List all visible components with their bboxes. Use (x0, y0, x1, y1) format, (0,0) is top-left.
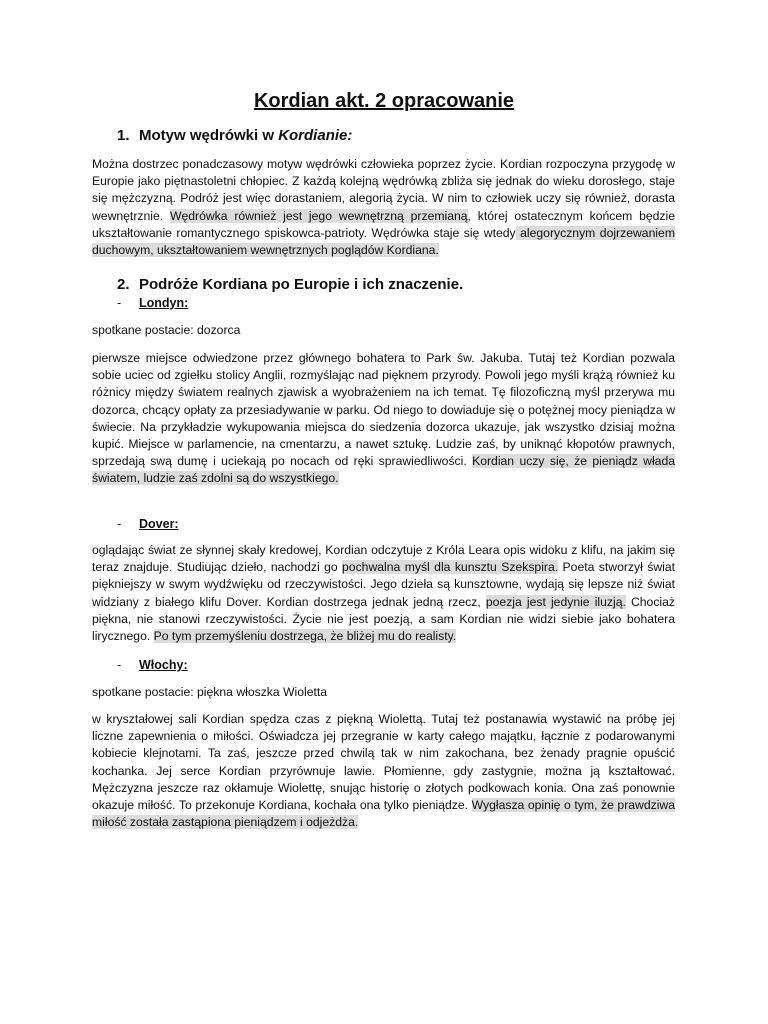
highlighted-text: alegorycznym dojrzewaniem duchowym, ukształtowaniem wewnętrznych poglądów Kordiana. (92, 225, 675, 258)
highlighted-text: poezja jest jedynie iluzją. (485, 594, 626, 609)
subsection-dover-heading (117, 517, 179, 531)
italy-characters: spotkane postacie: piękna włoszka Wioletta (92, 685, 328, 699)
highlighted-text: pochwalna myśl dla kunsztu Szekspira. (342, 560, 559, 575)
subsection-italy-heading (117, 658, 188, 672)
text-run: Chociaż piękna, nie stanowi rzeczywistości. Życie nie jest poezją, a sam Kordian nie widzi siebie jako bohatera lirycznego. (92, 594, 675, 644)
text-run: Poeta stworzył świat piękniejszy w swym wydźwięku od rzeczywistości. Jego dzieła są kunsztowne, wydają się lepsze niż świat widziany z białego klifu Dover. Kordian dostrzega jednak jedną rzecz, (92, 560, 675, 609)
list-dash: - (117, 517, 122, 531)
section-2-heading-text: Podróże Kordiana po Europie i ich znaczenie. (139, 276, 464, 293)
subsection-dover-label: Dover: (139, 517, 179, 531)
dover-paragraph (92, 542, 675, 645)
section-1-heading-text: Motyw wędrówki w (139, 127, 279, 144)
subsection-london-label: Londyn: (139, 296, 189, 310)
london-paragraph (92, 350, 675, 488)
section-1-paragraph (92, 156, 675, 259)
italy-paragraph (92, 711, 675, 831)
section-1-number: 1. (117, 127, 130, 144)
text-run: pierwsze miejsce odwiedzone przez głównego bohatera to Park św. Jakuba. Tutaj też Kordian pozwala sobie uciec od zgiełku stolicy Anglii, rozmyślając nad pięknem przyrody. Powoli jego myśli krążą również ku różnicy między światem realnych zjawisk a wyobrażeniem na ich temat. Tę filozoficzną myśl przerywa mu dozorca, chcący opłaty za przesiadywanie w parku. Od niego to dowiaduje się o potężnej mocy pieniądza w świecie. Na przykładzie wykupowania miejsca do siedzenia dozorca ukazuje, jak wszystko dzisiaj można kupić. Miejsce w parlamencie, na cmentarzu, a nawet sztukę. Ludzie zaś, by uniknąć kłopotów prawnych, sprzedają swą dumę i uciekają po nocach od ręki sprawiedliwości. (92, 351, 675, 469)
highlighted-text: Wędrówka również jest jego wewnętrzną przemianą (169, 208, 468, 223)
subsection-london-heading (117, 296, 188, 310)
text-run: oglądając świat ze słynnej skały kredowej, Kordian odczytuje z Króla Leara opis widoku z klifu, na jakim się teraz znajduje. Studiując dzieło, nachodzi go (92, 543, 675, 575)
subsection-italy-label: Włochy: (139, 658, 188, 672)
section-2-number: 2. (117, 276, 130, 293)
london-characters: spotkane postacie: dozorca (92, 323, 241, 337)
highlighted-text: Po tym przemyśleniu dostrzega, że bliżej mu do realisty. (153, 629, 457, 644)
list-dash: - (117, 658, 122, 672)
highlighted-text: Kordian uczy się, że pieniądz włada światem, ludzie zaś zdolni są do wszystkiego. (92, 454, 675, 486)
section-1-heading-italic: Kordianie (278, 127, 348, 144)
section-1-heading-colon: : (347, 127, 353, 144)
document-title: Kordian akt. 2 opracowanie (253, 90, 515, 112)
text-run: Można dostrzec ponadczasowy motyw wędrówki człowieka poprzez życie. Kordian rozpoczyna przygodę w Europie jako piętnastoletni chłopiec. Z każdą kolejną wędrówką zbliża się jednak do wieku dorosłego, staje się mężczyzną. Podróż jest więc dorastaniem, alegorią życia. W nim to człowiek uczy się również, dorasta wewnętrznie. (92, 157, 675, 223)
section-2-heading (117, 276, 463, 293)
section-1-heading (117, 127, 352, 144)
highlighted-text: Wygłasza opinię o tym, że prawdziwa miłość została zastąpiona pieniądzem i odjeżdża. (92, 798, 676, 830)
list-dash: - (117, 296, 122, 310)
text-run: w kryształowej sali Kordian spędza czas z piękną Wiolettą. Tutaj też postanawia wystawić na próbę jej liczne zapewnienia o miłości. Oświadcza jej przegranie w karty całego majątku, łącznie z podarowanymi kobiecie klejnotami. Ta zaś, jeszcze przed chwilą tak w nim zakochana, bez żenady pragnie opuścić kochanka. Jej serce Kordian przyrównuje lawie. Płomienne, gdy zastygnie, można ją kształtować. Mężczyzna jeszcze raz okłamuje Wiolettę, snując historię o złotych podkowach konia. Ona zaś ponownie okazuje miłość. To przekonuje Kordiana, kochała ona tylko pieniądze. (92, 712, 675, 813)
text-run: , której ostatecznym końcem będzie ukształtowanie romantycznego spiskowca-patrioty. Wędrówka staje się wtedy (92, 208, 676, 240)
